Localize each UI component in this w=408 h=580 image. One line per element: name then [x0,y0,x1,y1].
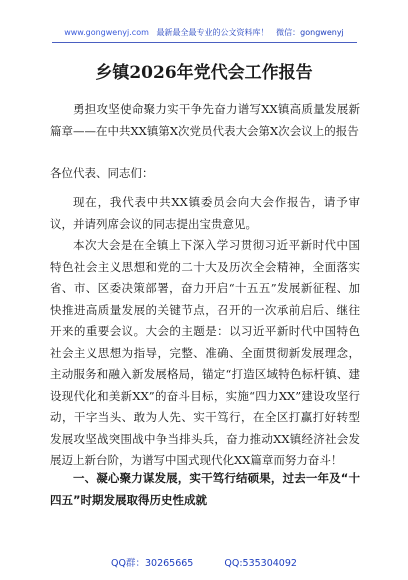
header-slogan: 最新最全最专业的公文资料库！ [156,28,269,37]
salutation: 各位代表、同志们： [50,166,154,180]
document-subtitle: 勇担攻坚使命聚力实干争先奋力谱写XX镇高质量发展新篇章——在中共XX镇第X次党员代表大会第X次会议上的报告 [50,102,360,138]
header-divider [52,42,357,43]
header-wechat: 微信：gongwenyj [276,28,344,37]
footer-contact [0,558,408,570]
footer-qq: QQ:535304092 [224,558,297,569]
section-heading: 一、凝心聚力谋发展，实干笃行结硕果，过去一年及“十四五”时期发展取得历史性成就 [50,471,360,507]
intro-paragraph: 现在，我代表中共XX镇委员会向大会作报告，请予审议，并请列席会议的同志提出宝贵意见。 [50,195,360,231]
document-title: 乡镇2026年党代会工作报告 [95,63,313,83]
header-site-link[interactable]: www.gongwenyj.com [64,28,149,37]
footer-qq-group: QQ群：30265665 [111,558,194,569]
header-banner [0,28,408,38]
body-paragraph: 本次大会是在全镇上下深入学习贯彻习近平新时代中国特色社会主义思想和党的二十大及历次全会精神，全面落实省、市、区委决策部署，奋力开启“十五五”发展新征程、加快推进高质量发展的关键节点，召开的一次承前启后、继往开来的重要会议。大会的主题是：以习近平新时代中国特色社会主义思想为指导，完整、准确、全面贯彻新发展理念，主动服务和融入新发展格局，锚定“打造区域特色标杆镇、建设现代化和美新XX”的奋斗目标，实施“四力XX”建设攻坚行动，干字当头、敢为人先、实干笃行，在全区打赢打好转型发展攻坚战突围战中争当排头兵，奋力推动XX镇经济社会发展迈上新台阶，为谱写中国式现代化XX篇章而努力奋斗！ [50,238,360,467]
